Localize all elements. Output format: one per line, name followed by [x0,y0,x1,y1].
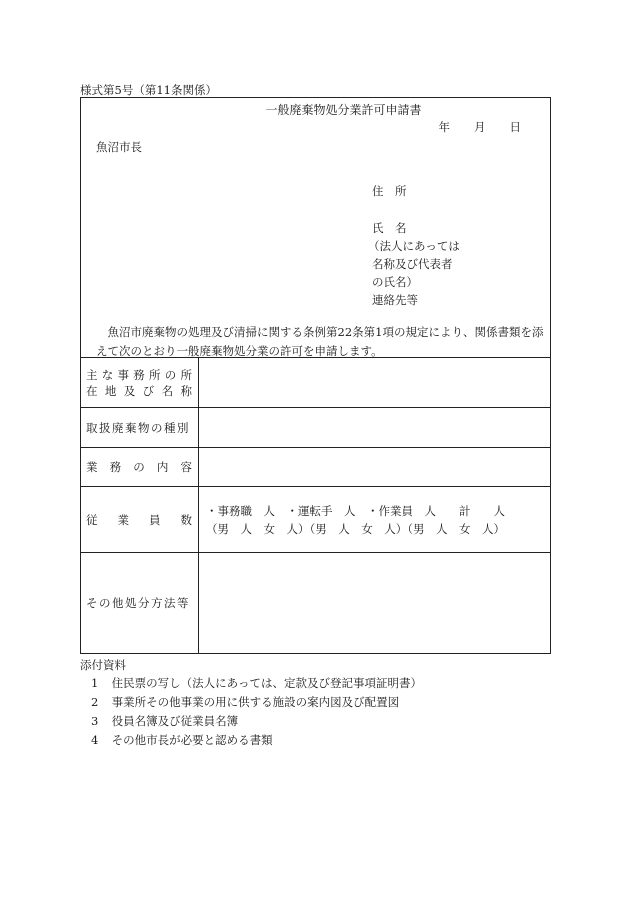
field-row-waste-type [81,408,551,448]
month-label: 月 [474,120,486,134]
attachment-item: 2 事業所その他事業の用に供する施設の案内図及び配置図 [91,695,400,709]
field-input-employees[interactable] [199,487,551,553]
application-fields-table [80,357,551,654]
form-number-label: 様式第5号（第11条関係） [80,83,217,97]
office-label-line1: 主 な 事 務 所 の 所 [86,367,192,382]
year-label: 年 [438,120,450,134]
day-label: 日 [509,120,521,134]
office-label-line2: 在 地 及 び 名 称 [86,383,192,398]
applicant-note-line3: の氏名） [372,275,418,289]
field-row-office [81,358,551,408]
field-row-employees [81,487,551,553]
employees-gender-row: （男 人 女 人）（男 人 女 人）（男 人 女 人） [206,521,505,536]
recipient: 魚沼市長 [96,140,142,154]
field-label-other-methods: その他処分方法等 [81,553,199,654]
form-title: 一般廃棄物処分業許可申請書 [265,103,422,117]
field-row-business [81,448,551,487]
applicant-note-line1: （法人にあっては [368,239,460,253]
field-label-employees: 従 業 員 数 [81,487,199,553]
application-statement: 魚沼市廃棄物の処理及び清掃に関する条例第22条第1項の規定により、関係書類を添えて次のとおり一般廃棄物処分業の許可を申請します。 [96,325,544,358]
field-input-business[interactable] [199,448,551,487]
attachment-item: 1 住民票の写し（法人にあっては、定款及び登記事項証明書） [91,676,423,690]
applicant-note-line2: 名称及び代表者 [372,257,453,271]
attachment-item: 4 その他市長が必要と認める書類 [91,733,273,747]
applicant-contact-label: 連絡先等 [372,293,418,307]
applicant-name-label: 氏 名 [372,221,407,235]
attachment-item: 3 役員名簿及び従業員名簿 [91,714,239,728]
field-label-business: 業 務 の 内 容 [81,448,199,487]
date-line [439,119,522,135]
field-input-waste-type[interactable] [199,408,551,448]
field-label-office [81,358,199,408]
employees-counts-row: ・事務職 人 ・運転手 人 ・作業員 人 計 人 [206,503,505,518]
field-label-waste-type: 取扱廃棄物の種別 [81,408,199,448]
applicant-address-label: 住 所 [372,184,407,198]
attachments-title: 添付資料 [80,658,126,672]
field-input-office[interactable] [199,358,551,408]
application-form [80,97,551,654]
field-input-other-methods[interactable] [199,553,551,654]
field-row-other-methods [81,553,551,654]
